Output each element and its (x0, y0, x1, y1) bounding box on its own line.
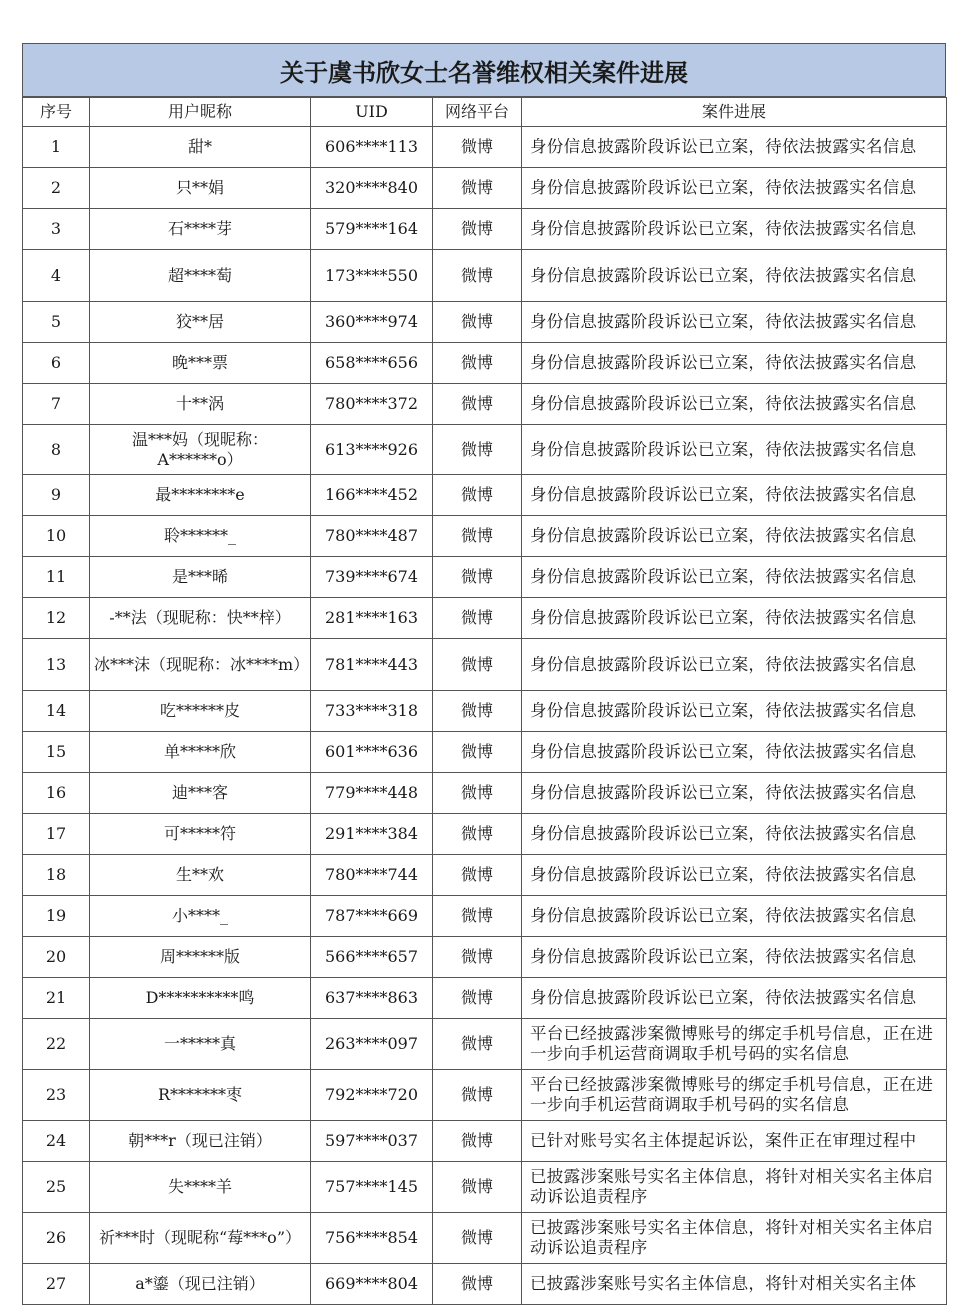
cell-progress: 身份信息披露阶段诉讼已立案，待依法披露实名信息 (522, 598, 947, 639)
cell-platform: 微博 (433, 732, 522, 773)
cell-progress: 身份信息披露阶段诉讼已立案，待依法披露实名信息 (522, 937, 947, 978)
cell-progress: 身份信息披露阶段诉讼已立案，待依法披露实名信息 (522, 814, 947, 855)
table-body (23, 127, 947, 1305)
cell-uid: 166****452 (311, 475, 433, 516)
cell-nickname: 聆******_ (90, 516, 311, 557)
table-row (23, 1213, 947, 1264)
cell-nickname: 是***晞 (90, 557, 311, 598)
cell-uid: 658****656 (311, 343, 433, 384)
cell-uid: 597****037 (311, 1121, 433, 1162)
cell-uid: 733****318 (311, 691, 433, 732)
cell-platform: 微博 (433, 598, 522, 639)
cell-no: 11 (23, 557, 90, 598)
cell-uid: 669****804 (311, 1264, 433, 1305)
cell-platform: 微博 (433, 691, 522, 732)
case-table (22, 97, 947, 1305)
cell-progress: 身份信息披露阶段诉讼已立案，待依法披露实名信息 (522, 168, 947, 209)
header-progress: 案件进展 (522, 98, 947, 127)
cell-no: 1 (23, 127, 90, 168)
cell-no: 3 (23, 209, 90, 250)
cell-no: 19 (23, 896, 90, 937)
cell-platform: 微博 (433, 475, 522, 516)
cell-uid: 780****744 (311, 855, 433, 896)
cell-nickname: R*******枣 (90, 1070, 311, 1121)
cell-progress: 身份信息披露阶段诉讼已立案，待依法披露实名信息 (522, 557, 947, 598)
table-row (23, 1264, 947, 1305)
table-row (23, 384, 947, 425)
cell-platform: 微博 (433, 384, 522, 425)
cell-platform: 微博 (433, 127, 522, 168)
header-nickname: 用户昵称 (90, 98, 311, 127)
cell-progress: 身份信息披露阶段诉讼已立案，待依法披露实名信息 (522, 302, 947, 343)
cell-nickname: 朝***r（现已注销） (90, 1121, 311, 1162)
cell-progress: 身份信息披露阶段诉讼已立案，待依法披露实名信息 (522, 978, 947, 1019)
cell-uid: 756****854 (311, 1213, 433, 1264)
table-row (23, 168, 947, 209)
cell-uid: 320****840 (311, 168, 433, 209)
cell-uid: 291****384 (311, 814, 433, 855)
cell-platform: 微博 (433, 209, 522, 250)
cell-progress: 平台已经披露涉案微博账号的绑定手机号信息，正在进一步向手机运营商调取手机号码的实名信息 (522, 1070, 947, 1121)
cell-no: 20 (23, 937, 90, 978)
cell-nickname: 周******版 (90, 937, 311, 978)
document-title: 关于虞书欣女士名誉维权相关案件进展 (22, 43, 946, 97)
cell-nickname: 单*****欣 (90, 732, 311, 773)
cell-no: 17 (23, 814, 90, 855)
cell-nickname: 最********e (90, 475, 311, 516)
cell-platform: 微博 (433, 896, 522, 937)
cell-platform: 微博 (433, 557, 522, 598)
cell-progress: 身份信息披露阶段诉讼已立案，待依法披露实名信息 (522, 691, 947, 732)
cell-no: 2 (23, 168, 90, 209)
table-row (23, 814, 947, 855)
cell-no: 24 (23, 1121, 90, 1162)
cell-progress: 身份信息披露阶段诉讼已立案，待依法披露实名信息 (522, 384, 947, 425)
cell-nickname: 超****萄 (90, 250, 311, 302)
cell-progress: 身份信息披露阶段诉讼已立案，待依法披露实名信息 (522, 855, 947, 896)
cell-no: 26 (23, 1213, 90, 1264)
cell-progress: 身份信息披露阶段诉讼已立案，待依法披露实名信息 (522, 896, 947, 937)
cell-nickname: 生**欢 (90, 855, 311, 896)
table-row (23, 302, 947, 343)
cell-progress: 身份信息披露阶段诉讼已立案，待依法披露实名信息 (522, 475, 947, 516)
table-row (23, 127, 947, 168)
cell-uid: 173****550 (311, 250, 433, 302)
cell-nickname: 小****_ (90, 896, 311, 937)
cell-platform: 微博 (433, 855, 522, 896)
cell-nickname: 可*****符 (90, 814, 311, 855)
cell-no: 7 (23, 384, 90, 425)
cell-platform: 微博 (433, 1264, 522, 1305)
table-row (23, 1121, 947, 1162)
cell-nickname: 温***妈（现昵称：A******o） (90, 425, 311, 475)
table-row (23, 691, 947, 732)
cell-progress: 已披露涉案账号实名主体信息，将针对相关实名主体启动诉讼追责程序 (522, 1213, 947, 1264)
cell-platform: 微博 (433, 978, 522, 1019)
cell-platform: 微博 (433, 814, 522, 855)
table-row (23, 896, 947, 937)
cell-nickname: 只**娟 (90, 168, 311, 209)
cell-no: 9 (23, 475, 90, 516)
cell-uid: 787****669 (311, 896, 433, 937)
cell-platform: 微博 (433, 773, 522, 814)
cell-nickname: 冰***沫（现昵称：冰****m） (90, 639, 311, 691)
cell-platform: 微博 (433, 1213, 522, 1264)
cell-uid: 360****974 (311, 302, 433, 343)
cell-nickname: 祈***时（现昵称“莓***o”） (90, 1213, 311, 1264)
cell-no: 22 (23, 1019, 90, 1070)
cell-nickname: 甜* (90, 127, 311, 168)
cell-no: 5 (23, 302, 90, 343)
table-row (23, 732, 947, 773)
cell-no: 14 (23, 691, 90, 732)
cell-platform: 微博 (433, 1162, 522, 1213)
cell-platform: 微博 (433, 168, 522, 209)
table-row (23, 1019, 947, 1070)
cell-uid: 781****443 (311, 639, 433, 691)
cell-uid: 606****113 (311, 127, 433, 168)
table-row (23, 855, 947, 896)
cell-no: 8 (23, 425, 90, 475)
cell-no: 6 (23, 343, 90, 384)
table-row (23, 250, 947, 302)
cell-nickname: 一*****真 (90, 1019, 311, 1070)
cell-uid: 579****164 (311, 209, 433, 250)
cell-nickname: a*鎏（现已注销） (90, 1264, 311, 1305)
table-row (23, 773, 947, 814)
table-header-row (23, 98, 947, 127)
table-row (23, 475, 947, 516)
header-uid: UID (311, 98, 433, 127)
cell-platform: 微博 (433, 425, 522, 475)
cell-uid: 263****097 (311, 1019, 433, 1070)
cell-nickname: 失****羊 (90, 1162, 311, 1213)
cell-uid: 780****372 (311, 384, 433, 425)
cell-progress: 身份信息披露阶段诉讼已立案，待依法披露实名信息 (522, 732, 947, 773)
cell-platform: 微博 (433, 516, 522, 557)
cell-platform: 微博 (433, 302, 522, 343)
cell-progress: 已披露涉案账号实名主体信息，将针对相关实名主体启动诉讼追责程序 (522, 1162, 947, 1213)
cell-nickname: 狡**居 (90, 302, 311, 343)
cell-platform: 微博 (433, 343, 522, 384)
table-row (23, 425, 947, 475)
cell-uid: 739****674 (311, 557, 433, 598)
table-row (23, 343, 947, 384)
cell-no: 4 (23, 250, 90, 302)
cell-uid: 637****863 (311, 978, 433, 1019)
cell-uid: 613****926 (311, 425, 433, 475)
table-row (23, 209, 947, 250)
cell-progress: 身份信息披露阶段诉讼已立案，待依法披露实名信息 (522, 127, 947, 168)
cell-no: 10 (23, 516, 90, 557)
cell-no: 21 (23, 978, 90, 1019)
cell-progress: 身份信息披露阶段诉讼已立案，待依法披露实名信息 (522, 516, 947, 557)
cell-no: 27 (23, 1264, 90, 1305)
cell-progress: 身份信息披露阶段诉讼已立案，待依法披露实名信息 (522, 209, 947, 250)
cell-progress: 身份信息披露阶段诉讼已立案，待依法披露实名信息 (522, 425, 947, 475)
cell-nickname: 石****芽 (90, 209, 311, 250)
cell-progress: 身份信息披露阶段诉讼已立案，待依法披露实名信息 (522, 639, 947, 691)
document-sheet (22, 43, 946, 1305)
header-platform: 网络平台 (433, 98, 522, 127)
cell-platform: 微博 (433, 1121, 522, 1162)
cell-nickname: -**法（现昵称：快**梓） (90, 598, 311, 639)
cell-no: 25 (23, 1162, 90, 1213)
cell-platform: 微博 (433, 937, 522, 978)
cell-progress: 已针对账号实名主体提起诉讼，案件正在审理过程中 (522, 1121, 947, 1162)
cell-progress: 平台已经披露涉案微博账号的绑定手机号信息，正在进一步向手机运营商调取手机号码的实名信息 (522, 1019, 947, 1070)
cell-progress: 身份信息披露阶段诉讼已立案，待依法披露实名信息 (522, 250, 947, 302)
cell-platform: 微博 (433, 1070, 522, 1121)
table-row (23, 516, 947, 557)
cell-no: 16 (23, 773, 90, 814)
table-row (23, 557, 947, 598)
table-row (23, 978, 947, 1019)
cell-no: 15 (23, 732, 90, 773)
cell-nickname: 迪***客 (90, 773, 311, 814)
cell-uid: 792****720 (311, 1070, 433, 1121)
table-row (23, 1070, 947, 1121)
table-row (23, 598, 947, 639)
table-row (23, 937, 947, 978)
cell-nickname: 晚***票 (90, 343, 311, 384)
cell-uid: 601****636 (311, 732, 433, 773)
cell-no: 12 (23, 598, 90, 639)
cell-nickname: D**********鸣 (90, 978, 311, 1019)
cell-progress: 已披露涉案账号实名主体信息，将针对相关实名主体 (522, 1264, 947, 1305)
cell-platform: 微博 (433, 250, 522, 302)
cell-platform: 微博 (433, 1019, 522, 1070)
cell-nickname: 吃******皮 (90, 691, 311, 732)
cell-no: 13 (23, 639, 90, 691)
cell-nickname: 十**涡 (90, 384, 311, 425)
cell-uid: 780****487 (311, 516, 433, 557)
cell-no: 23 (23, 1070, 90, 1121)
cell-uid: 779****448 (311, 773, 433, 814)
cell-progress: 身份信息披露阶段诉讼已立案，待依法披露实名信息 (522, 773, 947, 814)
cell-uid: 566****657 (311, 937, 433, 978)
cell-platform: 微博 (433, 639, 522, 691)
table-row (23, 639, 947, 691)
table-row (23, 1162, 947, 1213)
cell-no: 18 (23, 855, 90, 896)
header-no: 序号 (23, 98, 90, 127)
cell-uid: 757****145 (311, 1162, 433, 1213)
cell-progress: 身份信息披露阶段诉讼已立案，待依法披露实名信息 (522, 343, 947, 384)
cell-uid: 281****163 (311, 598, 433, 639)
